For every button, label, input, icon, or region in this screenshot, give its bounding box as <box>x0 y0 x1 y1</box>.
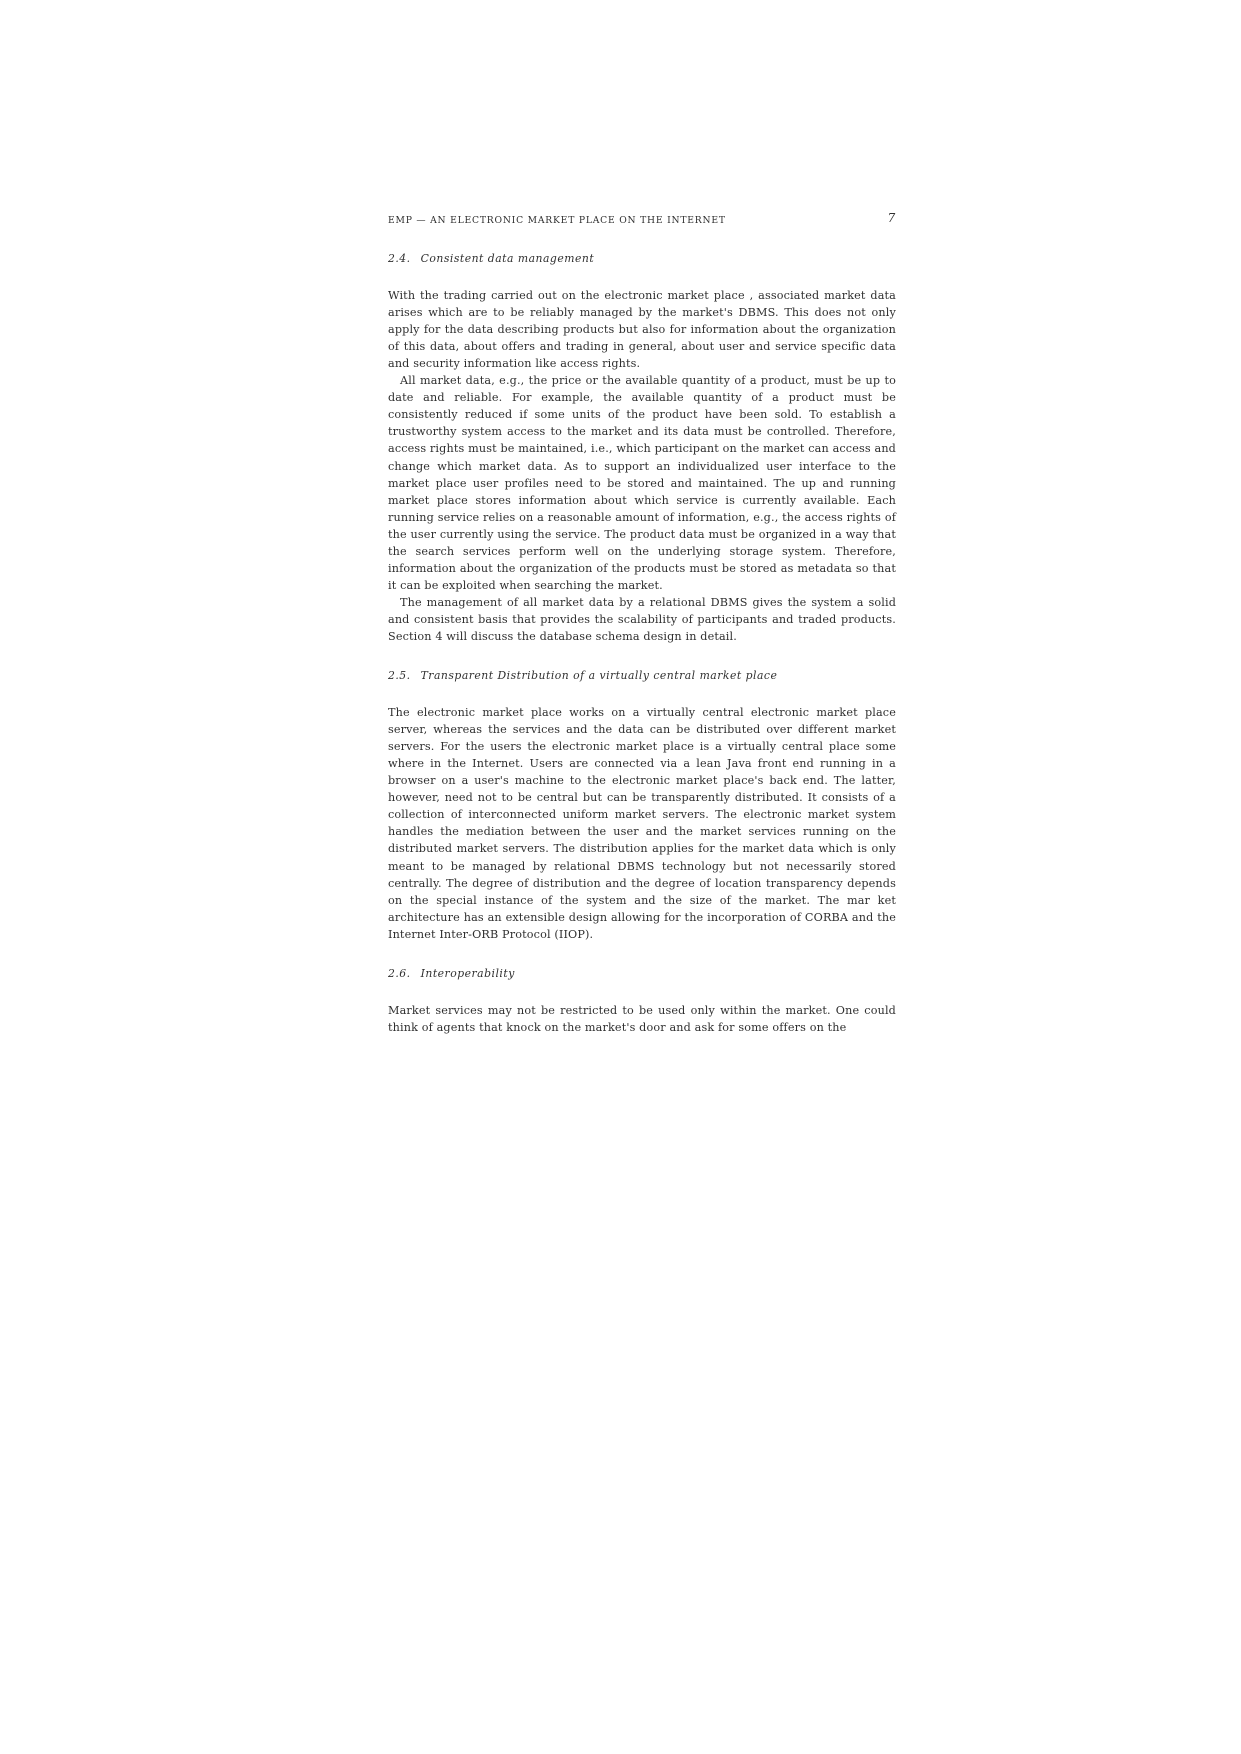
running-title: EMP — AN ELECTRONIC MARKET PLACE ON THE INTERNET <box>388 215 726 226</box>
paragraph: All market data, e.g., the price or the available quantity of a product, must be up to date and reliable. For example, the available quantity of a product must be consistently reduced if some units of the product have been sold. To establish a trustworthy system access to the market and its data must be controlled. Therefore, access rights must be maintained, i.e., which participant on the market can access and change which market data. As to support an individualized user interface to the market place user profiles need to be stored and maintained. The up and running market place stores information about which service is currently available. Each running service relies on a reasonable amount of information, e.g., the access rights of the user currently using the service. The product data must be organized in a way that the search services perform well on the underlying storage system. Therefore, information about the organization of the products must be stored as metadata so that it can be exploited when searching the market. <box>388 374 896 592</box>
section-number: 2.6. <box>388 966 411 980</box>
section-heading-2-6 <box>388 965 896 982</box>
section-title: Interoperability <box>420 966 515 980</box>
running-header <box>388 210 896 228</box>
section-title: Consistent data management <box>420 252 595 265</box>
section-heading-2-5 <box>388 667 896 684</box>
paragraph: The electronic market place works on a virtually central electronic market place server, whereas the services and the data can be distributed over different market servers. For the users the electronic market place is a virtually central place some where in the Internet. Users are connected via a lean Java front end running in a browser on a user's machine to the electronic market place's back end. The latter, however, need not to be central but can be transparently distributed. It consists of a collection of interconnected uniform market servers. The electronic market system handles the mediation between the user and the market services running on the distributed market servers. The distribution applies for the market data which is only meant to be managed by relational DBMS technology but not necessarily stored centrally. The degree of distribution and the degree of location transparency depends on the special instance of the system and the size of the market. The mar ket architecture has an extensible design allowing for the incorporation of CORBA and the Internet Inter-ORB Protocol (IIOP). <box>388 706 896 941</box>
section-number: 2.5. <box>388 669 411 683</box>
section-title: Transparent Distribution of a virtually central market place <box>420 669 778 683</box>
paragraph: Market services may not be restricted to be used only within the market. One could think of agents that knock on the market's door and ask for some offers on the <box>388 1003 896 1034</box>
page-number: 7 <box>887 211 896 225</box>
section-number: 2.4. <box>388 252 411 265</box>
paragraph: The management of all market data by a relational DBMS gives the system a solid and consistent basis that provides the scalability of participants and traded products. Section 4 will discuss the database schema design in detail. <box>388 595 896 643</box>
section-heading-2-4 <box>388 250 896 267</box>
paragraph: With the trading carried out on the electronic market place , associated market data arises which are to be reliably managed by the market's DBMS. This does not only apply for the data describing products but also for information about the organization of this data, about offers and trading in general, about user and service specific data and security information like access rights. <box>388 289 896 371</box>
paper-page <box>388 210 896 1036</box>
